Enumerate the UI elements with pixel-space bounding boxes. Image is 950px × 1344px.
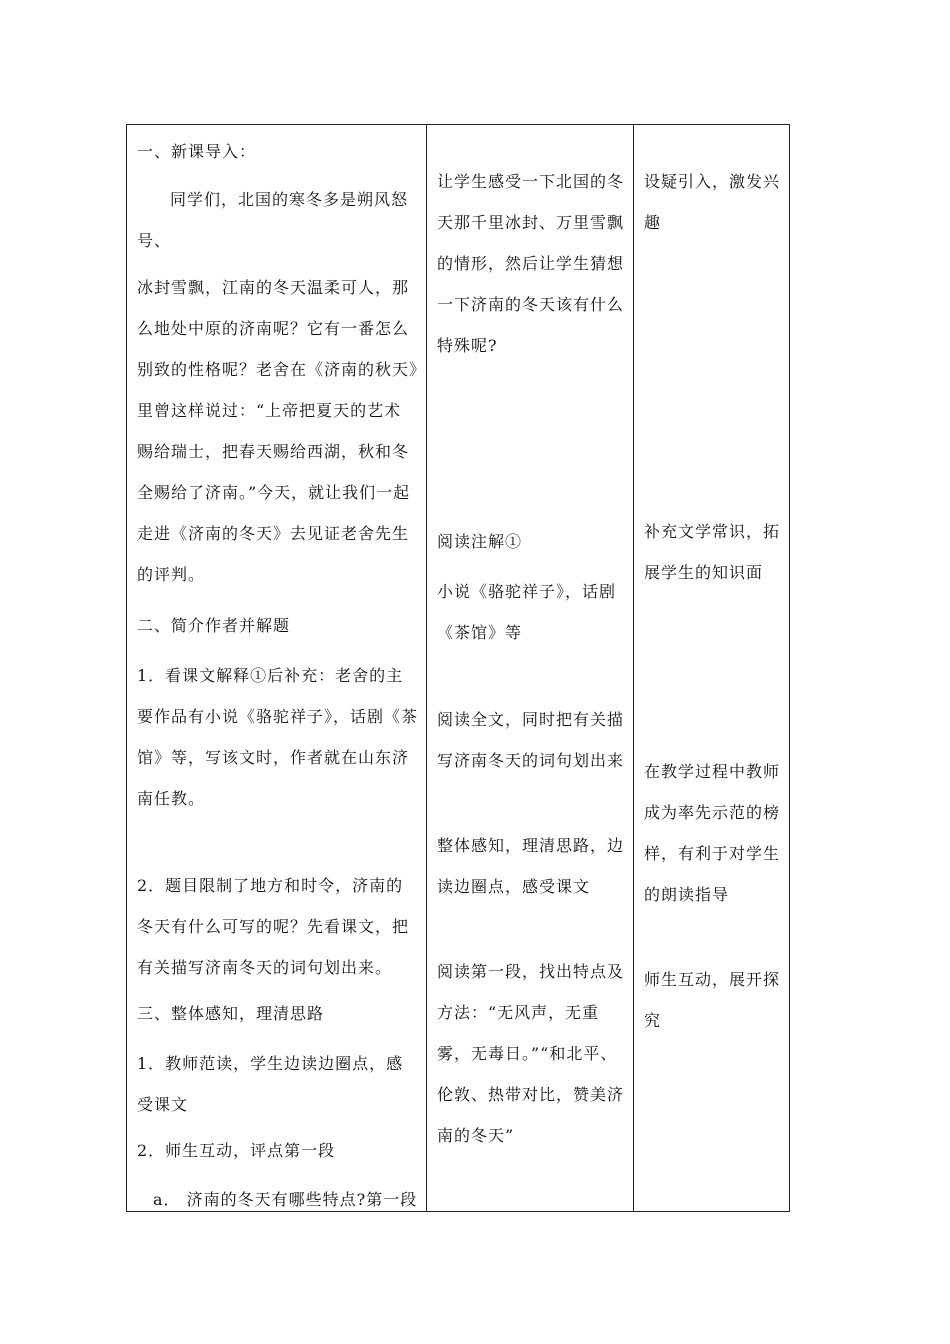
paragraph: 补充文学常识，拓展学生的知识面: [644, 522, 781, 582]
paragraph: 同学们，北国的寒冬多是朔风怒号、: [137, 190, 409, 250]
paragraph: 让学生感受一下北国的冬天那千里冰封、万里雪飘的情形，然后让学生猜想一下济南的冬天该有什么特殊呢?: [437, 172, 625, 355]
teaching-content-column: [127, 125, 426, 1211]
paragraph: 1．看课文解释①后补充：老舍的主要作品有小说《骆驼祥子》，话剧《茶馆》等，写该文时，作者就在山东济南任教。: [137, 666, 419, 808]
paragraph: 整体感知，理清思路，边读边圈点，感受课文: [437, 836, 625, 896]
lesson-plan-table: [126, 124, 790, 1212]
section-heading: 一、新课导入：: [137, 142, 257, 161]
paragraph: 设疑引入，激发兴趣: [644, 172, 781, 232]
student-activity-column: [427, 125, 633, 1211]
paragraph: 2．题目限制了地方和时令，济南的冬天有什么可写的呢？先看课文，把有关描写济南冬天的词句划出来。: [137, 876, 410, 977]
paragraph: 小说《骆驼祥子》，话剧《茶馆》等: [437, 582, 617, 642]
paragraph: 1．教师范读，学生边读边圈点，感受课文: [137, 1054, 404, 1114]
section-heading: 三、整体感知，理清思路: [137, 1004, 325, 1023]
paragraph: a． 济南的冬天有哪些特点?第一段: [153, 1190, 418, 1209]
paragraph: 阅读全文，同时把有关描写济南冬天的词句划出来: [437, 710, 625, 770]
design-intent-column: [634, 125, 789, 1211]
paragraph: 阅读注解①: [437, 532, 523, 551]
paragraph: 阅读第一段，找出特点及方法：“无风声，无重雾，无毒日。”“和北平、伦敦、热带对比，赞美济南的冬天”: [437, 962, 625, 1145]
paragraph: 2．师生互动，评点第一段: [137, 1141, 336, 1160]
paragraph: 师生互动，展开探究: [644, 970, 781, 1030]
paragraph: 冰封雪飘，江南的冬天温柔可人，那么地处中原的济南呢？它有一番怎么别致的性格呢？老舍在《济南的秋天》里曾这样说过：“上帝把夏天的艺术赐给瑞士，把春天赐给西湖，秋和冬全赐给了济南。”今天，就让我们一起走进《济南的冬天》去见证老舍先生的评判。: [137, 278, 419, 584]
paragraph: 在教学过程中教师成为率先示范的榜样，有利于对学生的朗读指导: [644, 762, 781, 904]
section-heading: 二、简介作者并解题: [137, 616, 291, 635]
